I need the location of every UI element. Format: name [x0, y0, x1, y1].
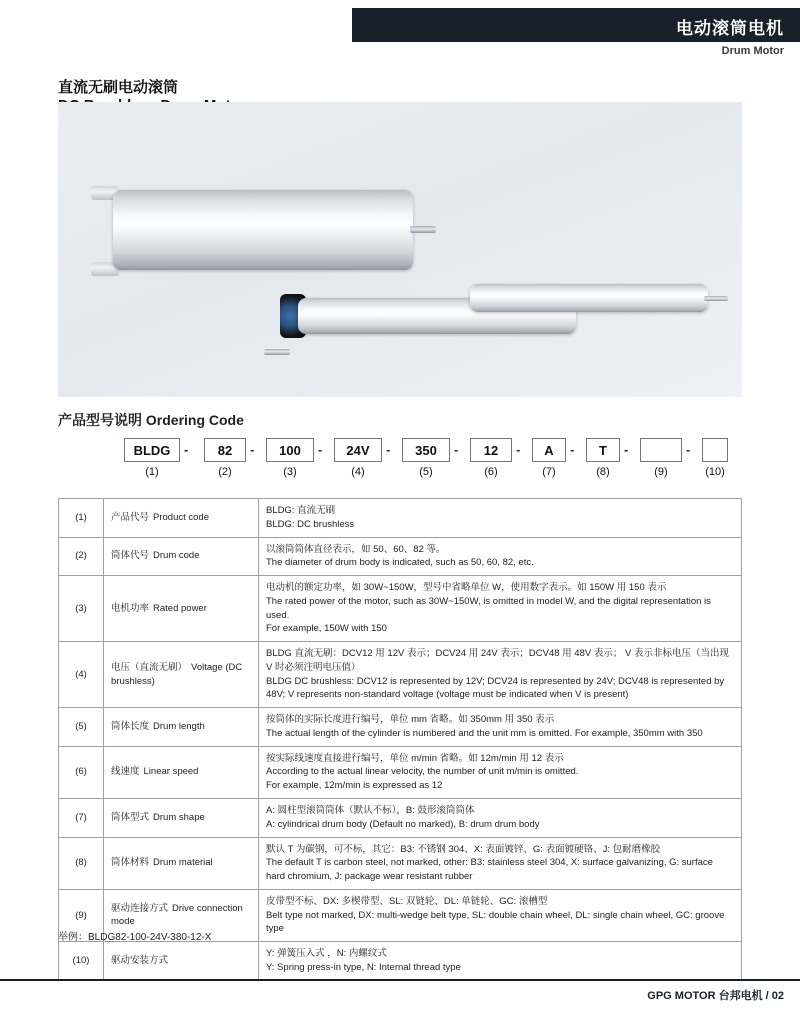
- large-roller-shaft: [410, 226, 436, 233]
- ordering-title-en: Ordering Code: [145, 412, 244, 428]
- ordering-code-box-5[interactable]: 350: [402, 438, 450, 462]
- row-description-line: For example, 12m/min is expressed as 12: [266, 780, 443, 792]
- ordering-code-index-4: (4): [351, 466, 365, 478]
- ordering-code-box-8[interactable]: T: [586, 438, 620, 462]
- row-index-cell: (10): [59, 942, 104, 981]
- row-description-line: For example, 150W with 150: [266, 623, 387, 635]
- product-photo: [58, 102, 742, 397]
- row-name-cn: 产品代号: [111, 511, 150, 523]
- ordering-code-dash-5: -: [454, 442, 459, 457]
- row-index-cell: (5): [59, 708, 104, 747]
- row-description-line: A: 圆柱型滚筒筒体（默认不标），B: 鼓形滚筒筒体: [266, 805, 475, 817]
- row-name-cell: [104, 499, 259, 538]
- row-description-cell: [259, 537, 742, 576]
- table-row: [59, 708, 742, 747]
- row-index-cell: (8): [59, 837, 104, 889]
- row-name-en: Drum material: [153, 857, 213, 869]
- row-description-line: 电动机的额定功率，如 30W~150W，型号中省略单位 W，使用数字表示。如 150W 用 150 表示: [266, 582, 667, 594]
- row-name-en: Linear speed: [143, 766, 199, 778]
- row-name-cn: 驱动安装方式: [111, 955, 169, 967]
- specification-table: [58, 498, 742, 981]
- ordering-code-box-7[interactable]: A: [532, 438, 566, 462]
- row-index-cell: (7): [59, 799, 104, 838]
- row-name-cell: [104, 642, 259, 708]
- row-description-cell: [259, 499, 742, 538]
- row-index-cell: (4): [59, 642, 104, 708]
- row-description-line: 按筒体的实际长度进行编号，单位 mm 省略。如 350mm 用 350 表示: [266, 714, 555, 726]
- ordering-code-dash-8: -: [624, 442, 629, 457]
- row-name-cn: 筒体型式: [111, 811, 150, 823]
- ordering-code-box-4[interactable]: 24V: [334, 438, 382, 462]
- row-description-cell: [259, 746, 742, 798]
- row-name-en: Voltage (DC brushless): [111, 661, 243, 687]
- ordering-title-cn: 产品型号说明: [58, 412, 142, 428]
- row-name-cn: 电压（直流无刷）: [111, 661, 188, 673]
- header-subtitle-en: Drum Motor: [721, 45, 784, 57]
- ordering-code-index-5: (5): [419, 466, 433, 478]
- ordering-code-dash-9: -: [686, 442, 691, 457]
- row-description-line: Belt type not marked, DX: multi-wedge belt type, SL: double chain wheel, DL: single chain wheel, GC: groove type: [266, 909, 725, 935]
- row-description-line: Y: Spring press-in type, N: Internal thread type: [266, 961, 461, 973]
- ordering-code-index-8: (8): [596, 466, 610, 478]
- row-name-cn: 线速度: [111, 766, 140, 778]
- row-description-cell: [259, 837, 742, 889]
- ordering-code-index-6: (6): [484, 466, 498, 478]
- ordering-code-box-9[interactable]: [640, 438, 682, 462]
- ordering-code-box-1[interactable]: BLDG: [124, 438, 180, 462]
- row-name-en: Drive connection mode: [111, 902, 243, 928]
- header-band: [352, 8, 800, 42]
- row-name-en: Drum shape: [153, 811, 205, 823]
- ordering-code-box-3[interactable]: 100: [266, 438, 314, 462]
- row-index-cell: (9): [59, 889, 104, 941]
- row-name-en: Drum code: [153, 550, 200, 562]
- ordering-code-index-2: (2): [218, 466, 232, 478]
- ordering-code-dash-4: -: [386, 442, 391, 457]
- ordering-code-dash-1: -: [184, 442, 189, 457]
- ordering-code-dash-3: -: [318, 442, 323, 457]
- row-name-cn: 筒体代号: [111, 550, 150, 562]
- ordering-code-index-1: (1): [145, 466, 159, 478]
- row-description-cell: [259, 889, 742, 941]
- table-row: [59, 576, 742, 642]
- table-row: [59, 642, 742, 708]
- ordering-code-dash-6: -: [516, 442, 521, 457]
- row-name-en: Product code: [153, 511, 209, 523]
- ordering-code-row: [58, 436, 742, 486]
- row-description-line: The diameter of drum body is indicated, such as 50, 60, 82, etc.: [266, 557, 534, 569]
- ordering-code-dash-2: -: [250, 442, 255, 457]
- row-description-line: 默认 T 为碳钢，可不标，其它：B3: 不锈钢 304、X: 表面镀锌、G: 表面镀硬铬、J: 包耐磨橡胶: [266, 843, 661, 855]
- small-drum-roller: [470, 284, 708, 312]
- row-index-cell: (3): [59, 576, 104, 642]
- row-description-cell: [259, 942, 742, 981]
- row-description-cell: [259, 708, 742, 747]
- row-description-line: The default T is carbon steel, not marked, other: B3: stainless steel 304, X: surface galvanizing, G: surface hard chromium, J: package wear resistant rubber: [266, 857, 713, 883]
- table-row: [59, 499, 742, 538]
- medium-roller-shaft: [264, 349, 290, 355]
- small-roller-shaft: [704, 296, 728, 301]
- row-description-line: The actual length of the cylinder is numbered and the unit mm is omitted. For example, 350mm with 350: [266, 727, 703, 739]
- ordering-code-index-10: (10): [705, 466, 725, 478]
- row-index-cell: (6): [59, 746, 104, 798]
- row-name-en: Drum length: [153, 721, 205, 733]
- row-name-cn: 驱动连接方式: [111, 902, 169, 914]
- ordering-code-box-6[interactable]: 12: [470, 438, 512, 462]
- row-description-cell: [259, 642, 742, 708]
- row-description-line: 以滚筒筒体直径表示，如 50、60、82 等。: [266, 543, 446, 555]
- row-description-line: BLDG 直流无刷：DCV12 用 12V 表示；DCV24 用 24V 表示；DCV48 用 48V 表示； V 表示非标电压（当出现 V 时必须注明电压值）: [266, 648, 729, 673]
- header-title-cn: 电动滚筒电机: [676, 19, 784, 38]
- row-description-line: According to the actual linear velocity, the number of unit m/min is omitted.: [266, 766, 579, 778]
- ordering-code-dash-7: -: [570, 442, 575, 457]
- ordering-code-index-3: (3): [283, 466, 297, 478]
- row-name-cn: 电机功率: [111, 602, 150, 614]
- row-description-line: BLDG: 直流无刷: [266, 505, 336, 516]
- footer-text: GPG MOTOR 台邦电机 / 02: [647, 990, 784, 1002]
- table-row: [59, 746, 742, 798]
- footer-divider: [0, 979, 800, 981]
- row-name-en: Rated power: [153, 602, 207, 614]
- section-title-cn: 直流无刷电动滚筒: [58, 79, 179, 96]
- row-name-cell: [104, 708, 259, 747]
- row-name-cell: [104, 942, 259, 981]
- row-index-cell: (2): [59, 537, 104, 576]
- row-name-cell: [104, 746, 259, 798]
- row-description-line: 按实际线速度直接进行编号，单位 m/min 省略。如 12m/min 用 12 表示: [266, 752, 564, 764]
- row-description-line: The rated power of the motor, such as 30W~150W, is omitted in model W, and the digital representation is used.: [266, 595, 711, 621]
- ordering-code-index-7: (7): [542, 466, 556, 478]
- table-row: [59, 799, 742, 838]
- row-description-line: BLDG DC brushless: DCV12 is represented by 12V; DCV24 is represented by 24V; DCV48 is represented by 48V; V represents non-standard voltage (voltage must be indicated when V is present): [266, 675, 725, 701]
- ordering-code-box-10[interactable]: [702, 438, 728, 462]
- row-name-cn: 筒体长度: [111, 721, 150, 733]
- row-index-cell: (1): [59, 499, 104, 538]
- row-description-cell: [259, 576, 742, 642]
- ordering-example: 举例：BLDG82-100-24V-380-12-X: [58, 932, 212, 943]
- page-header: [0, 0, 800, 42]
- row-name-cn: 筒体材料: [111, 857, 150, 869]
- row-name-cell: [104, 537, 259, 576]
- row-name-cell: [104, 837, 259, 889]
- row-description-line: BLDG: DC brushless: [266, 518, 355, 530]
- row-description-line: 皮带型不标、DX: 多楔带型、SL: 双链轮、DL: 单链轮、GC: 滚槽型: [266, 895, 548, 907]
- table-row: [59, 537, 742, 576]
- ordering-code-title: [58, 410, 244, 430]
- large-drum-roller: [113, 190, 413, 270]
- table-row: [59, 837, 742, 889]
- row-description-line: A: cylindrical drum body (Default no marked), B: drum drum body: [266, 818, 540, 830]
- row-description-cell: [259, 799, 742, 838]
- ordering-code-index-9: (9): [654, 466, 668, 478]
- table-row: [59, 942, 742, 981]
- ordering-code-box-2[interactable]: 82: [204, 438, 246, 462]
- row-name-cell: [104, 799, 259, 838]
- row-name-cell: [104, 576, 259, 642]
- row-description-line: Y: 弹簧压入式 ，N: 内螺纹式: [266, 948, 387, 960]
